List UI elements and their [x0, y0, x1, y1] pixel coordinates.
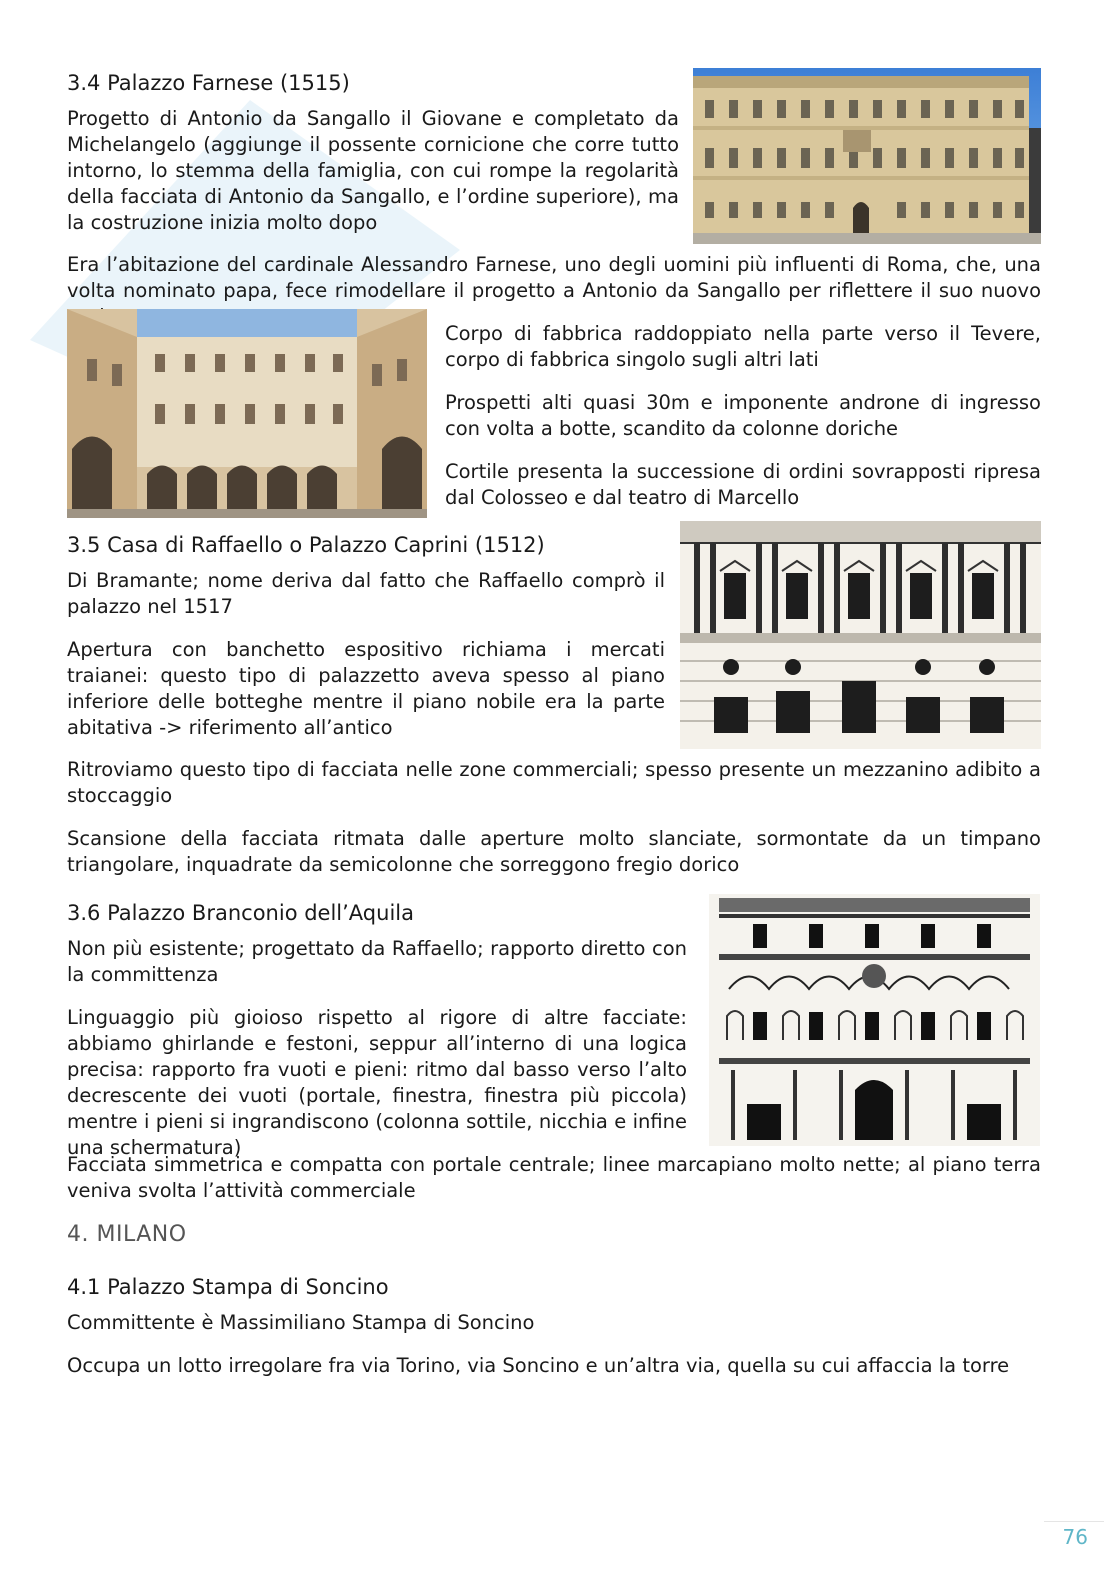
page-number: 76 — [1062, 1525, 1088, 1549]
section-3-5 — [67, 531, 665, 741]
section-3-5-notes — [67, 757, 1041, 878]
section-heading: 3.6 Palazzo Branconio dell’Aquila — [67, 901, 414, 925]
paragraph: Corpo di fabbrica raddoppiato nella parte verso il Tevere, corpo di fabbrica singolo sugli altri lati — [445, 322, 1041, 371]
paragraph: Non più esistente; progettato da Raffaello; rapporto diretto con la committenza — [67, 937, 687, 986]
section-3-6 — [67, 899, 687, 1161]
section-3-4-details — [445, 321, 1041, 511]
section-heading: 4.1 Palazzo Stampa di Soncino — [67, 1275, 389, 1299]
section-heading: 3.5 Casa di Raffaello o Palazzo Caprini (1512) — [67, 533, 545, 557]
palazzo-branconio-engraving — [709, 894, 1040, 1146]
paragraph: Prospetti alti quasi 30m e imponente androne di ingresso con volta a botte, scandito da colonne doriche — [445, 391, 1041, 440]
paragraph: Facciata simmetrica e compatta con portale centrale; linee marcapiano molto nette; al piano terra veniva svolta l’attività commerciale — [67, 1153, 1041, 1202]
paragraph: Scansione della facciata ritmata dalle aperture molto slanciate, sormontate da un timpano triangolare, inquadrate da semicolonne che sorreggono fregio dorico — [67, 827, 1041, 876]
section-heading: 3.4 Palazzo Farnese (1515) — [67, 71, 350, 95]
palazzo-caprini-engraving — [680, 521, 1041, 749]
palazzo-farnese-facade-photo — [693, 68, 1041, 244]
paragraph: Ritroviamo questo tipo di facciata nelle zone commerciali; spesso presente un mezzanino adibito a stoccaggio — [67, 758, 1041, 807]
paragraph: Linguaggio più gioioso rispetto al rigore di altre facciate: abbiamo ghirlande e festoni, seppur all’interno di una logica precisa: rapporto fra vuoti e pieni: ritmo dal basso verso l’alto decrescente dei vuoti (portale, finestra, finestra più piccola) mentre i pieni si ingrandiscono (colonna sottile, nicchia e infine una schermatura) — [67, 1006, 687, 1159]
paragraph: Committente è Massimiliano Stampa di Soncino — [67, 1311, 535, 1334]
palazzo-farnese-courtyard-photo — [67, 309, 427, 518]
section-3-6-notes — [67, 1152, 1041, 1204]
paragraph: Occupa un lotto irregolare fra via Torino, via Soncino e un’altra via, quella su cui affaccia la torre — [67, 1354, 1010, 1377]
page-number-rule — [1044, 1521, 1104, 1522]
chapter-heading: 4. MILANO — [67, 1222, 187, 1247]
paragraph: Apertura con banchetto espositivo richiama i mercati traianei: questo tipo di palazzetto aveva spesso al piano inferiore delle botteghe mentre il piano nobile era la parte abitativa -> riferimento all’antico — [67, 638, 665, 739]
paragraph: Cortile presenta la successione di ordini sovrapposti ripresa dal Colosseo e dal teatro di Marcello — [445, 460, 1041, 509]
section-4 — [67, 1221, 567, 1249]
paragraph: Di Bramante; nome deriva dal fatto che Raffaello comprò il palazzo nel 1517 — [67, 569, 665, 618]
paragraph: Era l’abitazione del cardinale Alessandro Farnese, uno degli uomini più influenti di Roma, che, una volta nominato papa, fece rimodellare il progetto a Antonio da Sangallo per riflettere il suo nuovo — [67, 253, 1041, 302]
paragraph: Progetto di Antonio da Sangallo il Giovane e completato da Michelangelo (aggiunge il possente cornicione che corre tutto intorno, lo stemma della famiglia, con cui rompe la regolarità della facciata di Antonio da Sangallo, e l’ordine superiore), ma la costruzione inizia molto dopo — [67, 107, 679, 234]
section-3-4 — [67, 69, 679, 236]
section-4-1 — [67, 1273, 1041, 1379]
